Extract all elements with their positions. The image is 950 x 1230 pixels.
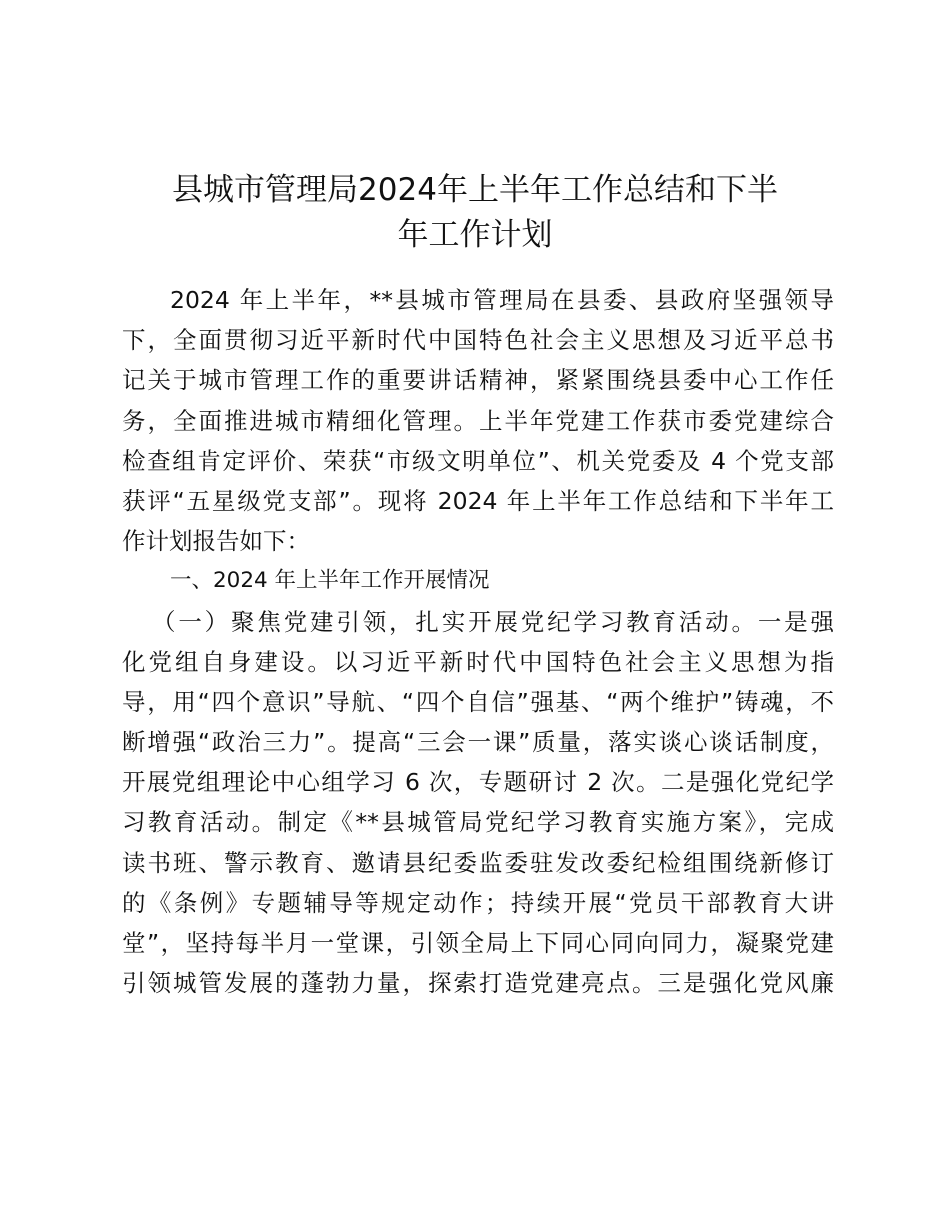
paragraph-line: 化党组自身建设。以习近平新时代中国特色社会主义思想为指 (122, 647, 834, 676)
paragraph-line: 堂”，坚持每半月一堂课，引领全局上下同心同向同力，凝聚党建 (122, 929, 834, 957)
paragraph-line: （一）聚焦党建引领，扎实开展党纪学习教育活动。一是强 (152, 607, 834, 636)
paragraph-line: 获评“五星级党支部”。现将 2024 年上半年工作总结和下半年工 (122, 486, 834, 515)
document-title (120, 168, 830, 258)
paragraph-intro (122, 280, 834, 561)
paragraph-line: 作计划报告如下： (122, 527, 310, 556)
section-heading: 一、2024 年上半年工作开展情况 (170, 568, 490, 594)
paragraph-line: 检查组肯定评价、荣获“市级文明单位”、机关党委及 4 个党支部 (122, 446, 834, 475)
paragraph-line: 习教育活动。制定《**县城管局党纪学习教育实施方案》，完成 (122, 808, 834, 837)
paragraph-line: 导，用“四个意识”导航、“四个自信”强基、“两个维护”铸魂，不 (122, 687, 834, 716)
paragraph-line: 务，全面推进城市精细化管理。上半年党建工作获市委党建综合 (122, 406, 834, 435)
paragraph-line: 读书班、警示教育、邀请县纪委监委驻发改委纪检组围绕新修订 (122, 848, 834, 877)
title-line-1: 县城市管理局2024年上半年工作总结和下半 (172, 172, 778, 208)
paragraph-line: 下，全面贯彻习近平新时代中国特色社会主义思想及习近平总书 (122, 326, 834, 355)
paragraph-party-building (122, 602, 834, 1004)
paragraph-line: 开展党组理论中心组学习 6 次，专题研讨 2 次。二是强化党纪学 (122, 768, 834, 797)
document-body (122, 280, 834, 1003)
paragraph-line: 引领城管发展的蓬勃力量，探索打造党建亮点。三是强化党风廉 (122, 969, 834, 998)
paragraph-line: 断增强“政治三力”。提高“三会一课”质量，落实谈心谈话制度， (122, 728, 834, 757)
title-line-2: 年工作计划 (397, 217, 553, 253)
paragraph-line: 的《条例》专题辅导等规定动作；持续开展“党员干部教育大讲 (122, 888, 834, 917)
paragraph-line: 记关于城市管理工作的重要讲话精神，紧紧围绕县委中心工作任 (122, 366, 834, 395)
paragraph-line: 2024 年上半年，**县城市管理局在县委、县政府坚强领导 (170, 286, 834, 314)
